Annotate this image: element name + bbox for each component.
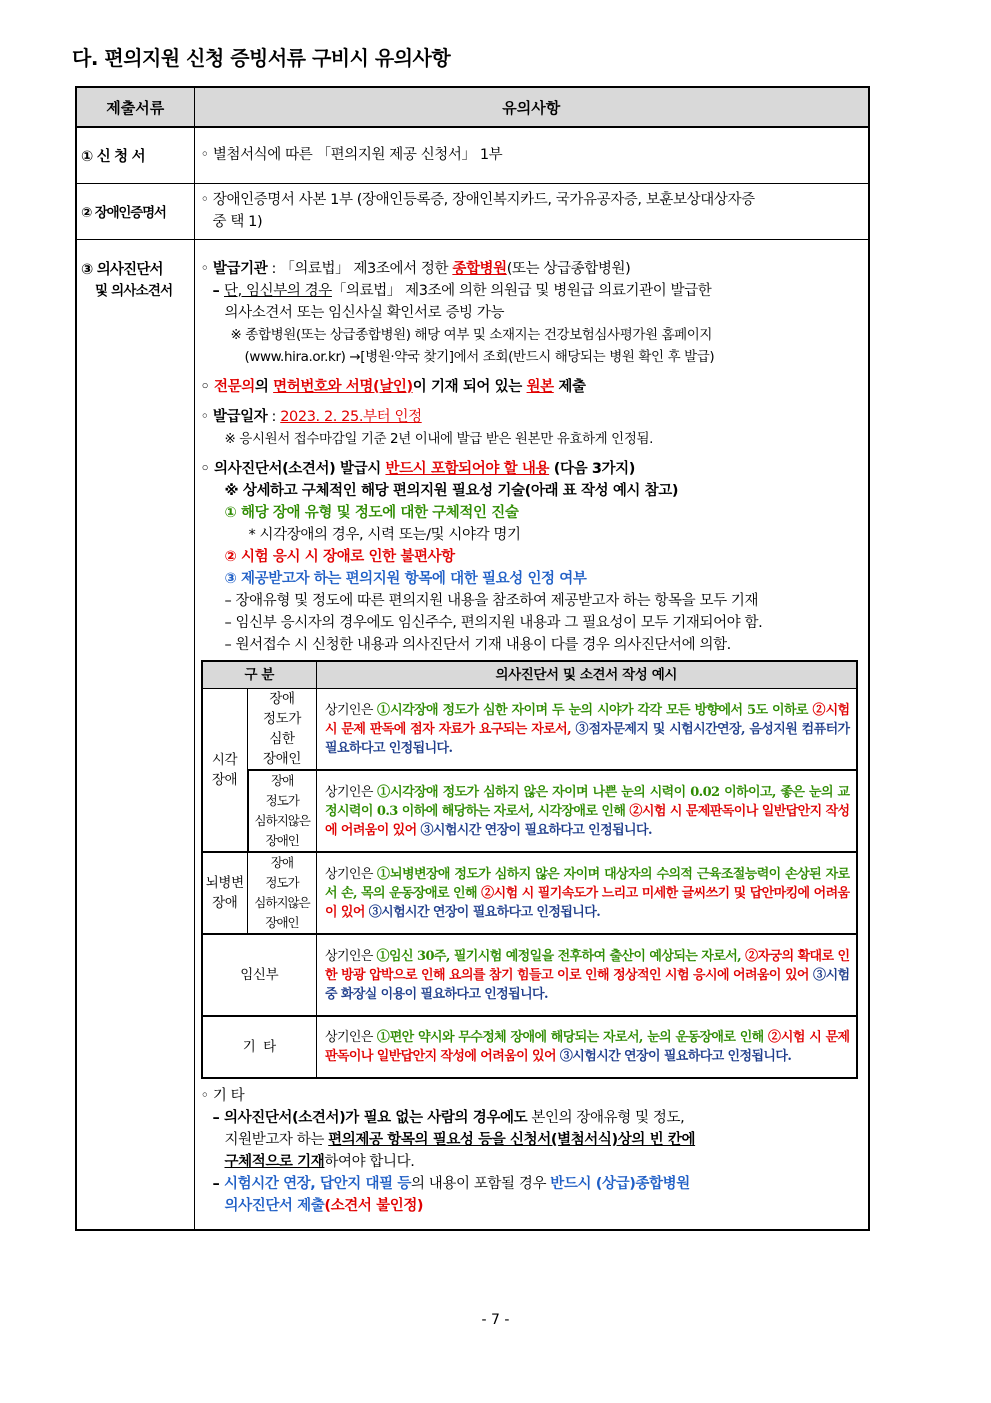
table-row [76,127,869,183]
text-line: – 임신부 응시자의 경우에도 임신주수, 편의지원 내용과 그 필요성이 모두 기재되어야 함. [224,614,763,631]
page-title: 다. 편의지원 신청 증빙서류 구비시 유의사항 [72,46,451,70]
required-item: ① 해당 장애 유형 및 정도에 대한 구체적인 진술 [224,504,519,521]
etc-line: – 의사진단서(소견서)가 필요 없는 사람의 경우에도 본인의 장애유형 및 정도, [212,1110,685,1126]
category-pregnant: 임신부 [202,934,317,1016]
table-row [202,689,857,771]
text-line: 중 택 1) [212,214,263,230]
etc-line: 지원받고자 하는 편의제공 항목의 필요성 등을 신청서(별첨서식)상의 빈 칸에 [224,1132,696,1148]
row-text-application: ◦ 별첨서식에 따른 「편의지원 제공 신청서」 1부 [194,127,869,183]
note-line: ※ 상세하고 구체적인 해당 편의지원 필요성 기술(아래 표 작성 예시 참고) [224,482,679,499]
text-line: 의사소견서 또는 임신사실 확인서로 증빙 가능 [224,304,505,321]
note-line: (www.hira.or.kr) →[병원·약국 찾기]에서 조회(반드시 해당되는 병원 확인 후 발급) [244,348,715,365]
table-row [202,852,857,934]
guidance-table [75,86,870,1231]
label-line: 및 의사소견서 [95,282,173,299]
row-text-disability-cert [194,183,869,239]
subcategory: 장애 정도가 심한 장애인 [248,689,317,771]
header-documents: 제출서류 [76,87,194,127]
example-text: 상기인은 ①시각장애 정도가 심하지 않은 자이며 나쁜 눈의 시력이 0.02 이하이고, 좋은 눈의 교정시력이 0.3 이하에 해당하는 자로서, 시각장애로 인해 ②시험 시 문제판독이나 일반답안지 작성에 어려움이 있어 ③시험시간 연장이 필요하다고 인정됩니다. [317,770,857,852]
example-text: 상기인은 ①뇌병변장애 정도가 심하지 않은 자이며 대상자의 수의적 근육조절능력이 손상된 자로서 손, 목의 운동장애로 인해 ②시험 시 필기속도가 느리고 미세한 글씨쓰기 및 답안마킹에 어려움이 있어 ③시험시간 연장이 필요하다고 인정됩니다. [317,852,857,934]
table-header-row [76,87,869,127]
page-number: - 7 - [481,1312,510,1328]
subcategory: 장애 정도가 심하지않은 장애인 [248,852,317,934]
table-row [202,1016,857,1078]
label-line: ③ 의사진단서 [81,261,163,278]
category-other: 기 타 [202,1016,317,1078]
etc-line: 의사진단서 제출(소견서 불인정) [224,1198,424,1214]
example-table [201,660,858,1080]
required-content-line: ◦ 의사진단서(소견서) 발급시 반드시 포함되어야 할 내용 (다음 3가지) [200,460,635,477]
text-line: – 원서접수 시 신청한 내용과 의사진단서 기재 내용이 다를 경우 의사진단서에 의함. [224,636,731,653]
subcategory: 장애 정도가 심하지않은 장애인 [248,770,317,852]
note-line: ※ 종합병원(또는 상급종합병원) 해당 여부 및 소재지는 건강보험심사평가원 홈페이지 [230,326,713,343]
etc-line: 구체적으로 기재하여야 합니다. [224,1154,415,1170]
issuer-exception-line: – 단, 임신부의 경우「의료법」 제3조에 의한 의원급 및 병원급 의료기관이 발급한 [212,282,712,299]
example-text: 상기인은 ①임신 30주, 필기시험 예정일을 전후하여 출산이 예상되는 자로서, ②자궁의 확대로 인한 방광 압박으로 인해 요의를 참기 힘들고 이로 인해 정상적인 시험 응시에 어려움이 있어 ③시험 중 화장실 이용이 필요하다고 인정됩니다. [317,934,857,1016]
table-row [202,934,857,1016]
row-label-medical-cert [76,239,194,1230]
etc-line: – 시험시간 연장, 답안지 대필 등의 내용이 포함될 경우 반드시 (상급)종합병원 [212,1176,690,1192]
required-sub-item: * 시각장애의 경우, 시력 또는/및 시야각 명기 [248,526,521,543]
table-row [76,183,869,239]
header-notes: 유의사항 [194,87,869,127]
issue-date-line: ◦ 발급일자 : 2023. 2. 25.부터 인정 [200,408,422,425]
row-content-medical-cert [194,239,869,1230]
category-visual: 시각 장애 [202,689,248,853]
text-line: – 장애유형 및 정도에 따른 편의지원 내용을 참조하여 제공받고자 하는 항목을 모두 기재 [224,592,759,609]
text-line: ◦ 장애인증명서 사본 1부 (장애인등록증, 장애인복지카드, 국가유공자증, 보훈보상대상자증 [200,192,755,208]
example-text: 상기인은 ①편안 약시와 무수정체 장애에 해당되는 자로서, 눈의 운동장애로 인해 ②시험 시 문제판독이나 일반답안지 작성에 어려움이 있어 ③시험시간 연장이 필요하다고 인정됩니다. [317,1016,857,1078]
issuer-line: ◦ 발급기관 : 「의료법」 제3조에서 정한 종합병원(또는 상급종합병원) [200,260,631,277]
row-label-application: ① 신 청 서 [76,127,194,183]
example-header-sample: 의사진단서 및 소견서 작성 예시 [317,661,857,689]
table-row [202,770,857,852]
example-header-category: 구 분 [202,661,317,689]
table-row [76,239,869,1230]
row-label-disability-cert: ② 장애인증명서 [76,183,194,239]
category-brain: 뇌병변 장애 [202,852,248,934]
required-item: ③ 제공받고자 하는 편의지원 항목에 대한 필요성 인정 여부 [224,570,587,587]
specialist-line: ◦ 전문의의 면허번호와 서명(날인)이 기재 되어 있는 원본 제출 [200,378,586,395]
example-table-header [202,661,857,689]
required-item: ② 시험 응시 시 장애로 인한 불편사항 [224,548,455,565]
example-text: 상기인은 ①시각장애 정도가 심한 자이며 두 눈의 시야가 각각 모든 방향에서 5도 이하로 ②시험 시 문제 판독에 점자 자료가 요구되는 자로서, ③점자문제지 및 시험시간연장, 음성지원 컴퓨터가 필요하다고 인정됩니다. [317,689,857,771]
note-line: ※ 응시원서 접수마감일 기준 2년 이내에 발급 받은 원본만 유효하게 인정됨. [224,430,653,447]
etc-heading: ◦ 기 타 [200,1088,245,1104]
